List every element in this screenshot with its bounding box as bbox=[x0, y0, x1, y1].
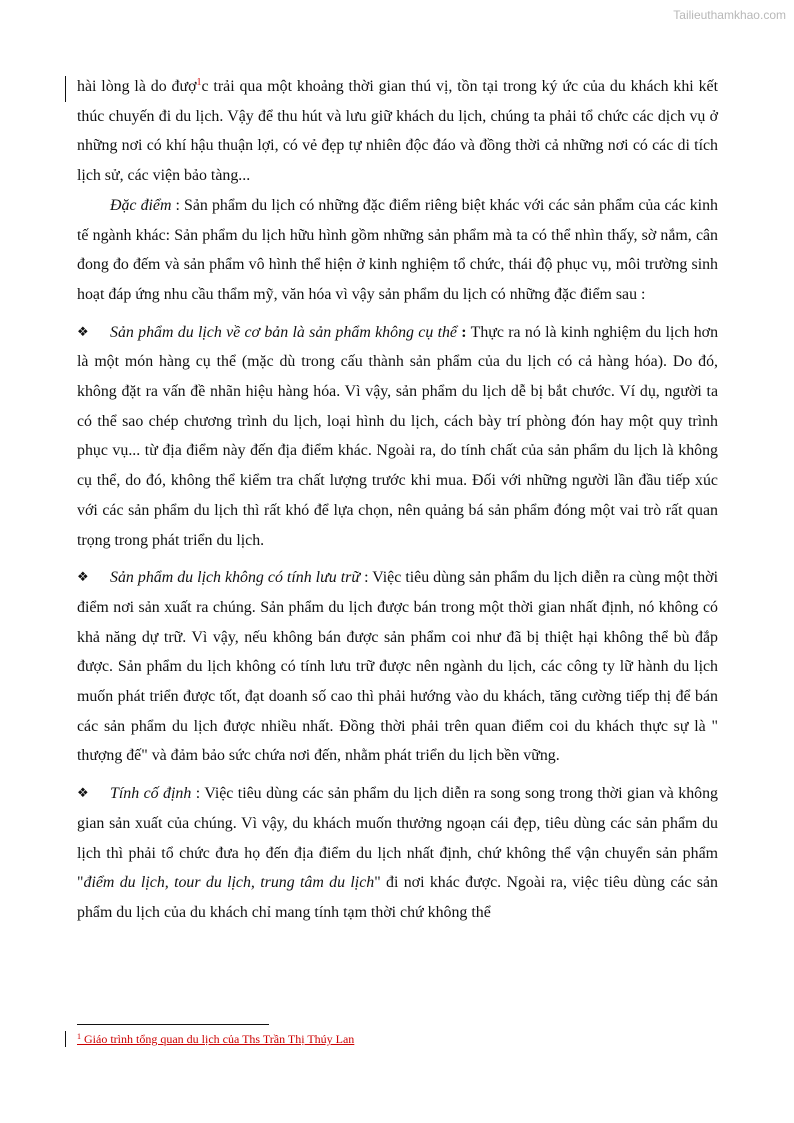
revision-bar bbox=[65, 1031, 66, 1047]
watermark-text: Tailieuthamkhao.com bbox=[673, 8, 786, 22]
diamond-bullet-icon: ❖ bbox=[77, 323, 89, 339]
diamond-bullet-icon: ❖ bbox=[77, 569, 89, 585]
bullet-text: Thực ra nó là kinh nghiệm du lịch hơn là một món hàng cụ thể (mặc dù trong cấu thành sản phẩm của du lịch có cả hàng hóa). Do đó, không đặt ra vấn đề nhãn hiệu hàng hóa. Vì vậy, sản phẩm du lịch dễ bị bắt chước. Ví dụ, người ta có thể sao chép chương trình du lịch, loại hình du lịch, cách bày trí phòng đón hay một quy trình phục vụ... từ địa điểm này đến địa điểm khác. Ngoài ra, do tính chất của sản phẩm du lịch là không cụ thể, do đó, không thể kiểm tra chất lượng trước khi mua. Đối với những người lần đầu tiếp xúc với các sản phẩm du lịch thì rất khó để lựa chọn, nên quảng bá sản phẩm đóng một vai trò rất quan trọng trong phát triển du lịch. bbox=[77, 323, 719, 549]
footnote-text: Giáo trình tổng quan du lịch của Ths Trần Thị Thúy Lan bbox=[81, 1032, 355, 1046]
revision-bar bbox=[65, 76, 66, 102]
paragraph-text: : Sản phẩm du lịch có những đặc điểm riêng biệt khác với các sản phẩm của các kinh tế ngành khác: Sản phẩm du lịch hữu hình gồm những sản phẩm mà ta có thể nhìn thấy, sờ nắm, cân đong đo đếm và sản phẩm vô hình thể hiện ở kinh nghiệm tổ chức, thái độ phục vụ, môi trường sinh hoạt đáp ứng nhu cầu thẩm mỹ, văn hóa vì vậy sản phẩm du lịch có những đặc điểm sau : bbox=[77, 196, 718, 303]
bullet-text: : Việc tiêu dùng các sản phẩm du lịch diễn ra song song trong thời gian và không gian sản xuất của chúng. Vì vậy, du khách muốn thưởng ngoạn cái đẹp, tiêu dùng các sản phẩm du lịch thì phải tổ chức đưa họ đến địa điểm du lịch nhất định, chứ không thể vận chuyển sản phẩm " bbox=[77, 785, 719, 892]
footnote-separator bbox=[77, 1024, 269, 1025]
footnote-reference[interactable]: 1 bbox=[196, 77, 202, 88]
bullet-text: : Việc tiêu dùng sản phẩm du lịch diễn ra cùng một thời điểm nơi sản xuất ra chúng. Sản phẩm du lịch được bán trong một thời gian nhất định, nó không có khả năng dự trữ. Vì vậy, nếu không bán được sản phẩm coi như đã bị thiệt hại không thể bù đắp được. Sản phẩm du lịch không có tính lưu trữ được nên ngành du lịch, các công ty lữ hành du lịch muốn phát triển được tốt, đạt doanh số cao thì phải hướng vào du khách, tăng cường tiếp thị để bán các sản phẩm du lịch được nhiều nhất. Đồng thời phải trên quan điểm coi du khách thực sự là " thượng đế" và đảm bảo sức chứa nơi đến, nhằm phát triển du lịch bền vững. bbox=[77, 569, 719, 765]
bullet-item-no-storage bbox=[77, 562, 718, 771]
paragraph-characteristics bbox=[77, 191, 718, 310]
document-body bbox=[77, 72, 718, 928]
bullet-item-intangible bbox=[77, 317, 718, 556]
paragraph-text: hài lòng là do đượ bbox=[77, 78, 197, 95]
diamond-bullet-icon: ❖ bbox=[77, 785, 89, 801]
bullet-text: " đi nơi khác được. Ngoài ra, việc tiêu dùng các sản phẩm du lịch của du khách chỉ mang tính tạm thời chứ không thể bbox=[77, 874, 718, 921]
paragraph-text: c trải qua một khoảng thời gian thú vị, tồn tại trong ký ức của du khách khi kết thúc chuyến đi du lịch. Vậy để thu hút và lưu giữ khách du lịch, chúng ta phải tổ chức các dịch vụ ở những nơi có khí hậu thuận lợi, có vẻ đẹp tự nhiên độc đáo và đồng thời cả những nơi có các di tích lịch sử, các viện bảo tàng... bbox=[77, 78, 719, 185]
footnote[interactable] bbox=[77, 1031, 354, 1047]
paragraph-intro bbox=[77, 72, 718, 191]
term-italic: Đặc điểm bbox=[110, 196, 172, 214]
bullet-colon: : bbox=[457, 323, 467, 341]
bullet-term: Sản phẩm du lịch không có tính lưu trữ bbox=[110, 569, 361, 587]
bullet-quote-italic: điểm du lịch, tour du lịch, trung tâm du lịch bbox=[83, 874, 375, 892]
bullet-term: Tính cố định bbox=[110, 785, 192, 803]
footnote-number: 1 bbox=[77, 1032, 81, 1041]
bullet-item-fixed bbox=[77, 778, 718, 928]
bullet-term: Sản phẩm du lịch về cơ bản là sản phẩm không cụ thể bbox=[110, 323, 457, 341]
